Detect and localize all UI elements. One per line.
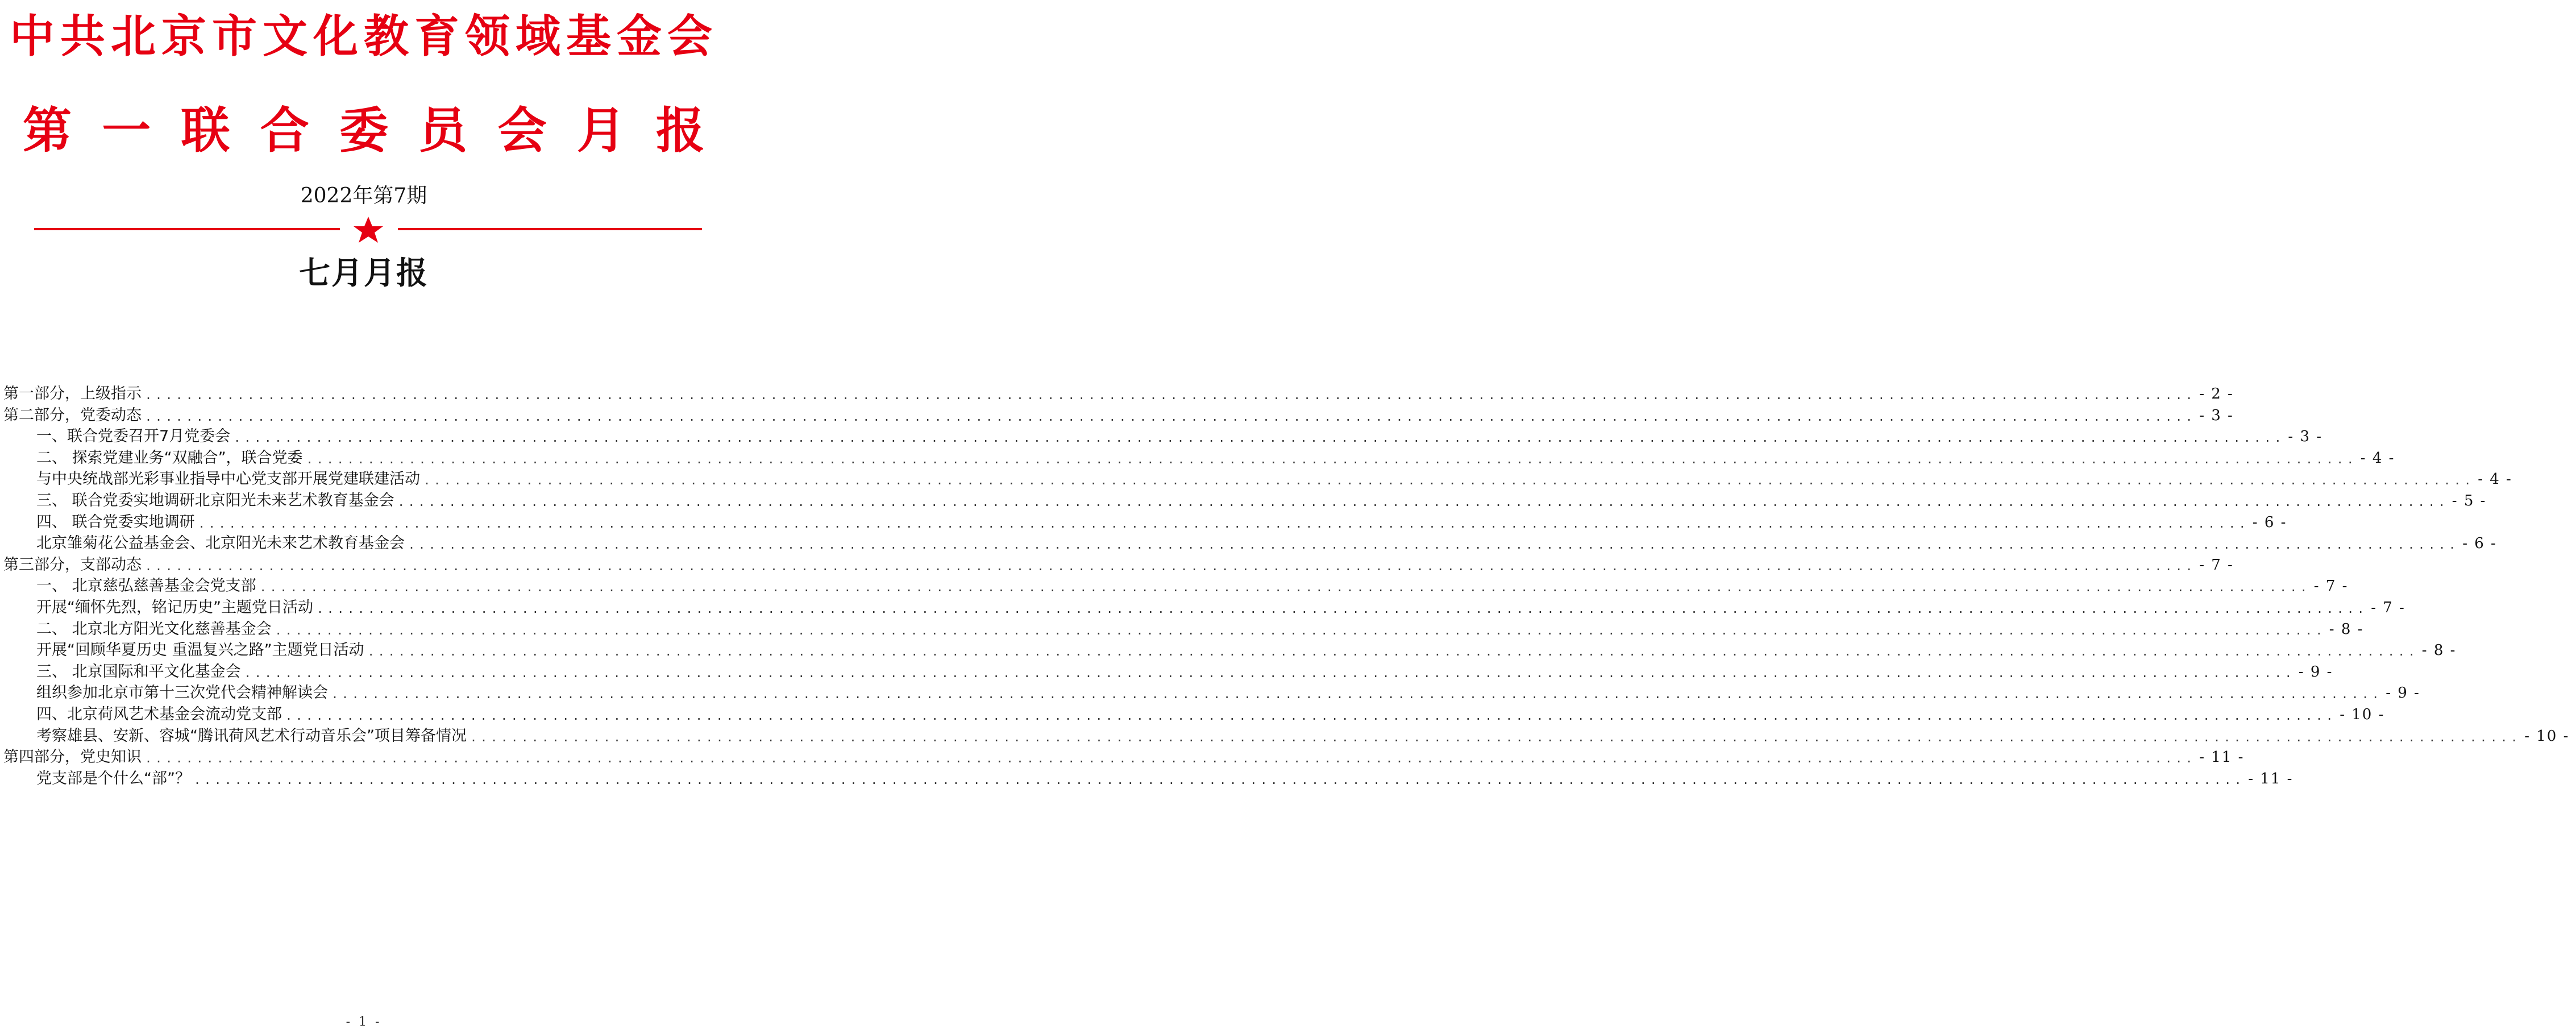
toc-entry-label: 第二部分，党委动态: [3, 406, 142, 424]
toc-leader-dots: ........................................................................................................................................................................................................: [259, 580, 2311, 595]
toc-entry[interactable]: [0, 682, 2420, 703]
toc-leader-dots: ........................................................................................................................................................................................................: [423, 474, 2475, 488]
toc-leader-dots: ........................................................................................................................................................................................................: [145, 388, 2196, 402]
toc-leader-dots: ........................................................................................................................................................................................................: [470, 730, 2521, 744]
toc-leader-dots: ........................................................................................................................................................................................................: [234, 431, 2285, 445]
toc-entry[interactable]: [0, 489, 2487, 511]
toc-leader-dots: ........................................................................................................................................................................................................: [285, 709, 2337, 723]
toc-entry[interactable]: [0, 447, 2395, 468]
toc-entry-label: 第一部分，上级指示: [3, 385, 142, 403]
toc-entry-page: - 10 -: [2340, 706, 2385, 723]
toc-leader-dots: ........................................................................................................................................................................................................: [408, 538, 2459, 552]
masthead-char: 联: [181, 102, 230, 159]
masthead-title: 中共北京市文化教育领域基金会: [10, 10, 718, 63]
toc-entry-page: - 2 -: [2199, 385, 2234, 403]
report-title: 七月月报: [298, 255, 429, 291]
divider-left: [34, 228, 340, 230]
toc-entry-page: - 3 -: [2288, 428, 2323, 446]
toc-entry[interactable]: [0, 618, 2364, 640]
toc-entry-page: - 7 -: [2199, 556, 2234, 574]
toc-entry-label: 三、 北京国际和平文化基金会: [36, 662, 241, 681]
toc-entry-page: - 9 -: [2298, 663, 2333, 681]
toc-entry[interactable]: [0, 703, 2385, 725]
toc-entry-page: - 10 -: [2524, 727, 2570, 745]
toc-entry-label: 二、 北京北方阳光文化慈善基金会: [36, 620, 272, 638]
masthead-subtitle: [23, 102, 705, 159]
toc-entry-page: - 4 -: [2478, 471, 2512, 488]
masthead-char: 一: [102, 102, 151, 159]
toc-entry-label: 一、 北京慈弘慈善基金会党支部: [36, 577, 256, 595]
toc-leader-dots: ........................................................................................................................................................................................................: [316, 602, 2368, 616]
toc-entry[interactable]: [0, 468, 2512, 489]
toc-entry-label: 二、 探索党建业务“双融合”，联合党委: [36, 449, 303, 467]
toc-entry[interactable]: [0, 511, 2287, 533]
toc-entry[interactable]: [0, 661, 2333, 682]
toc-entry-label: 与中央统战部光彩事业指导中心党支部开展党建联建活动: [36, 470, 420, 488]
toc-entry[interactable]: [0, 768, 2294, 789]
masthead-char: 委: [339, 102, 388, 159]
toc-entry[interactable]: [0, 746, 2245, 768]
toc-entry-page: - 3 -: [2199, 406, 2234, 424]
toc-leader-dots: ........................................................................................................................................................................................................: [397, 495, 2449, 509]
issue-number: 2022年第7期: [300, 184, 427, 208]
toc-entry-label: 组织参加北京市第十三次党代会精神解读会: [36, 684, 328, 702]
toc-entry-page: - 11 -: [2199, 749, 2245, 766]
toc-leader-dots: ........................................................................................................................................................................................................: [145, 409, 2196, 424]
toc-entry[interactable]: [0, 725, 2570, 746]
toc-leader-dots: ........................................................................................................................................................................................................: [145, 559, 2196, 573]
toc-leader-dots: ........................................................................................................................................................................................................: [331, 687, 2383, 702]
toc-leader-dots: ........................................................................................................................................................................................................: [275, 623, 2326, 637]
toc-leader-dots: ........................................................................................................................................................................................................: [244, 666, 2295, 680]
divider-right: [398, 228, 702, 230]
toc-entry-page: - 8 -: [2329, 620, 2364, 638]
toc-entry-label: 党支部是个什么“部”？: [36, 769, 190, 787]
toc-entry[interactable]: [0, 596, 2405, 618]
toc-entry-page: - 7 -: [2313, 578, 2349, 595]
page-number: - 1 -: [346, 1015, 382, 1029]
toc-entry[interactable]: [0, 404, 2234, 426]
toc-entry-label: 开展“回顾华夏历史 重温复兴之路”主题党日活动: [36, 641, 364, 659]
toc-entry-label: 考察雄县、安新、容城“腾讯荷风艺术行动音乐会”项目筹备情况: [36, 727, 467, 745]
toc-entry-label: 三、 联合党委实地调研北京阳光未来艺术教育基金会: [36, 492, 394, 509]
toc-leader-dots: ........................................................................................................................................................................................................: [198, 516, 2249, 530]
star-icon: [351, 216, 385, 243]
toc-entry-page: - 4 -: [2360, 449, 2395, 467]
masthead-char: 会: [497, 102, 547, 159]
toc-entry-page: - 8 -: [2421, 642, 2457, 659]
toc-entry-label: 一、联合党委召开7月党委会: [36, 428, 231, 446]
toc-entry-page: - 5 -: [2452, 492, 2487, 509]
toc-leader-dots: ........................................................................................................................................................................................................: [306, 452, 2357, 466]
toc-entry-label: 四、北京荷风艺术基金会流动党支部: [36, 706, 282, 723]
toc-entry-page: - 7 -: [2371, 599, 2405, 616]
toc-entry[interactable]: [0, 575, 2349, 596]
toc-entry-label: 开展“缅怀先烈，铭记历史”主题党日活动: [36, 599, 313, 616]
masthead-char: 合: [260, 102, 309, 159]
toc-leader-dots: ........................................................................................................................................................................................................: [145, 752, 2196, 766]
toc-entry-page: - 9 -: [2386, 684, 2420, 702]
toc-leader-dots: ........................................................................................................................................................................................................: [367, 645, 2419, 659]
toc-entry-page: - 6 -: [2462, 535, 2497, 553]
toc-entry-page: - 11 -: [2248, 770, 2294, 787]
toc-entry-page: - 6 -: [2252, 513, 2287, 531]
masthead-char: 报: [656, 102, 705, 159]
masthead-char: 月: [576, 102, 626, 159]
toc-entry-label: 北京雏菊花公益基金会、北京阳光未来艺术教育基金会: [36, 534, 405, 553]
toc-leader-dots: ........................................................................................................................................................................................................: [193, 773, 2245, 787]
toc-entry[interactable]: [0, 425, 2323, 447]
toc-entry[interactable]: [0, 383, 2234, 404]
toc-entry-label: 四、 联合党委实地调研: [36, 513, 195, 531]
masthead-char: 第: [23, 102, 72, 159]
toc-entry[interactable]: [0, 639, 2457, 661]
toc-entry-label: 第四部分，党史知识: [3, 748, 142, 766]
toc-entry[interactable]: [0, 554, 2234, 575]
toc-entry[interactable]: [0, 532, 2497, 554]
masthead-char: 员: [418, 102, 468, 159]
toc-entry-label: 第三部分，支部动态: [3, 555, 142, 574]
